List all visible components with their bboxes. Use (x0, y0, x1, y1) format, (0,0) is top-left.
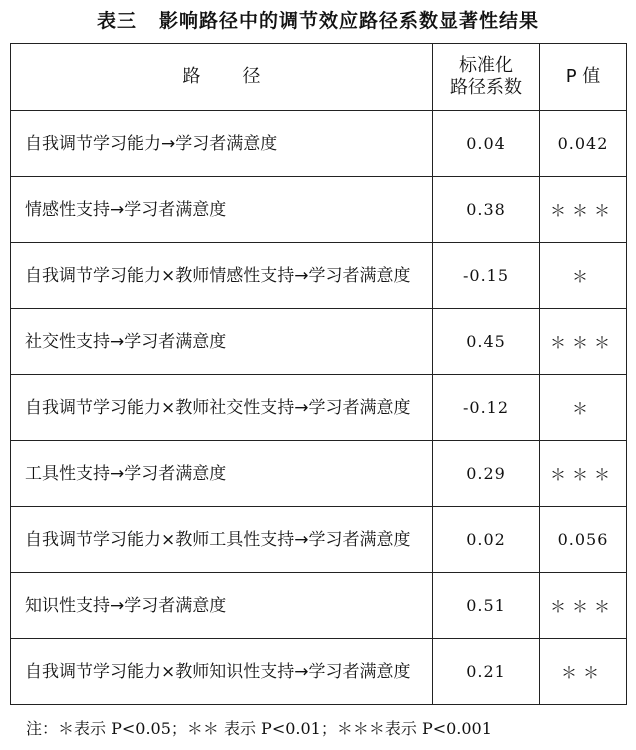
table-caption: 影响路径中的调节效应路径系数显著性结果 (159, 10, 540, 32)
path-cell: 自我调节学习能力→学习者满意度 (11, 111, 433, 177)
table-row (11, 573, 627, 639)
table-row (11, 375, 627, 441)
p-value-cell: 0.056 (540, 507, 627, 573)
coefficient-cell: 0.51 (433, 573, 540, 639)
p-value-cell: ＊＊＊ (540, 177, 627, 243)
p-value-cell: ＊ (540, 375, 627, 441)
coefficient-cell: 0.04 (433, 111, 540, 177)
p-value-cell: ＊＊ (540, 639, 627, 705)
table-row (11, 111, 627, 177)
path-cell: 自我调节学习能力×教师社交性支持→学习者满意度 (11, 375, 433, 441)
coefficient-cell: 0.38 (433, 177, 540, 243)
path-cell: 知识性支持→学习者满意度 (11, 573, 433, 639)
p-value-cell: ＊＊＊ (540, 309, 627, 375)
table-row (11, 639, 627, 705)
header-row (11, 44, 627, 111)
coefficient-cell: -0.15 (433, 243, 540, 309)
table-row (11, 177, 627, 243)
header-path: 路径 (11, 44, 433, 111)
table-row (11, 243, 627, 309)
results-table (10, 43, 627, 705)
table-row (11, 309, 627, 375)
p-value-cell: ＊ (540, 243, 627, 309)
coefficient-cell: 0.29 (433, 441, 540, 507)
path-cell: 工具性支持→学习者满意度 (11, 441, 433, 507)
path-cell: 自我调节学习能力×教师知识性支持→学习者满意度 (11, 639, 433, 705)
header-coefficient-line1: 标准化 (459, 55, 513, 76)
path-cell: 社交性支持→学习者满意度 (11, 309, 433, 375)
p-value-cell: ＊＊＊ (540, 573, 627, 639)
header-p-value: P 值 (540, 44, 627, 111)
path-cell: 自我调节学习能力×教师情感性支持→学习者满意度 (11, 243, 433, 309)
header-coefficient-line2: 路径系数 (450, 77, 522, 98)
header-coefficient (433, 44, 540, 111)
coefficient-cell: 0.21 (433, 639, 540, 705)
table-footnote: 注：＊表示 P<0.05；＊＊ 表示 P<0.01；＊＊＊表示 P<0.001 (26, 719, 492, 738)
coefficient-cell: -0.12 (433, 375, 540, 441)
path-cell: 情感性支持→学习者满意度 (11, 177, 433, 243)
path-cell: 自我调节学习能力×教师工具性支持→学习者满意度 (11, 507, 433, 573)
p-value-cell: 0.042 (540, 111, 627, 177)
table-row (11, 441, 627, 507)
p-value-cell: ＊＊＊ (540, 441, 627, 507)
coefficient-cell: 0.45 (433, 309, 540, 375)
table-row (11, 507, 627, 573)
table-number: 表三 (96, 10, 137, 32)
coefficient-cell: 0.02 (433, 507, 540, 573)
table-title (0, 6, 636, 33)
